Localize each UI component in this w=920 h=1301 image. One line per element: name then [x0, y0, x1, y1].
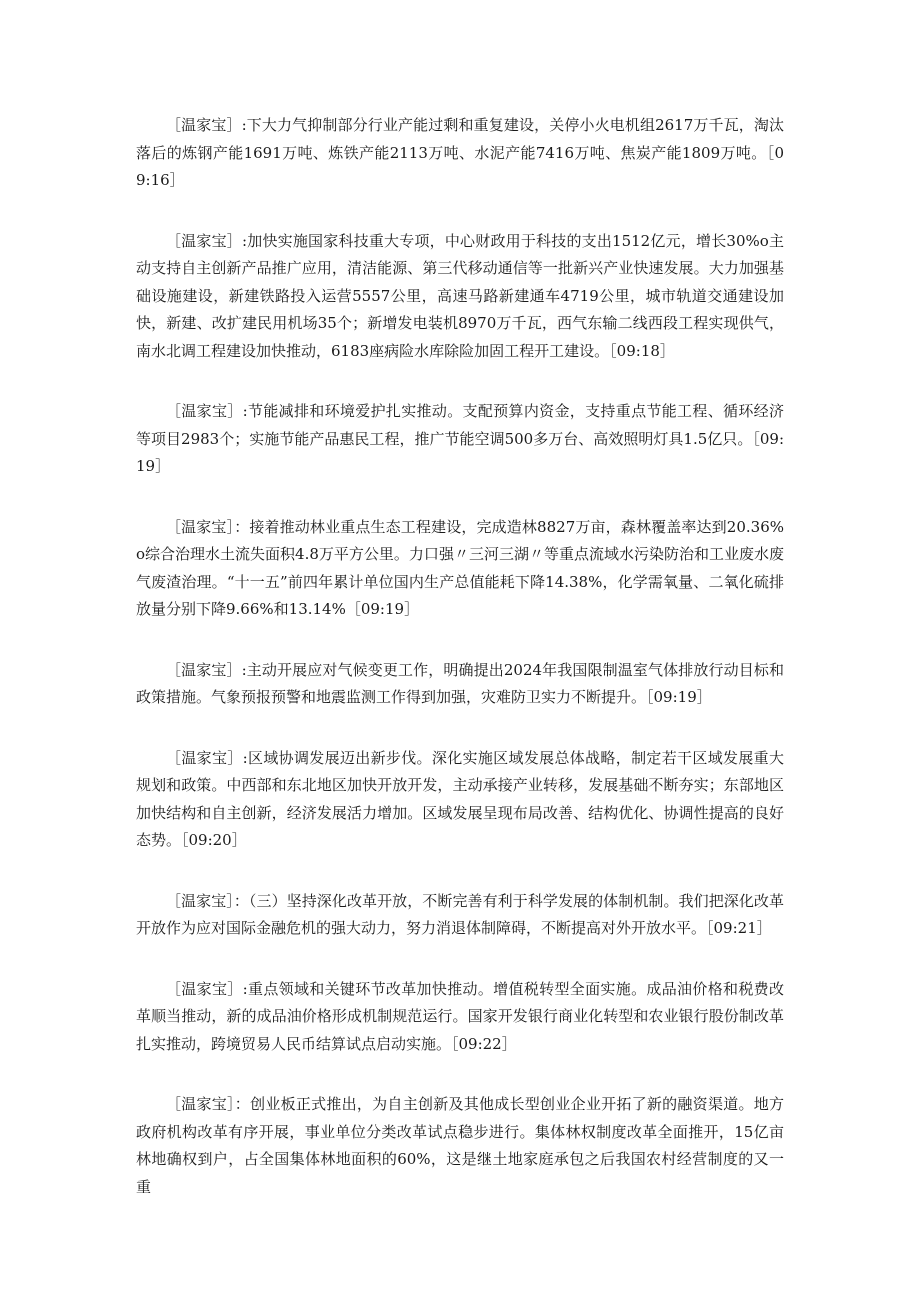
- paragraph-5: ［温家宝］:主动开展应对气候变更工作，明确提出2024年我国限制温室气体排放行动目标和政策措施。气象预报预警和地震监测工作得到加强，灾难防卫实力不断提升。［09:19］: [136, 660, 784, 706]
- paragraph-2: ［温家宝］:加快实施国家科技重大专项，中心财政用于科技的支出1512亿元，增长30%o主动支持自主创新产品推广应用，清洁能源、第三代移动通信等一批新兴产业快速发展。大力加强基础设施建设，新建铁路投入运营5557公里，高速马路新建通车4719公里，城市轨道交通建设加快，新建、改扩建民用机场35个；新增发电装机8970万千瓦，西气东输二线西段工程实现供气，南水北调工程建设加快推动，6183座病险水库除险加固工程开工建设。［09:18］: [136, 231, 784, 360]
- paragraph-4: ［温家宝］：接着推动林业重点生态工程建设，完成造林8827万亩，森林覆盖率达到20.36%o综合治理水土流失面积4.8万平方公里。力口强〃三河三湖〃等重点流域水污染防治和工业废水废气废渣治理。“十一五”前四年累计单位国内生产总值能耗下降14.38%，化学需氧量、二氧化硫排放量分别下降9.66%和13.14%［09:19］: [136, 517, 784, 618]
- paragraph-3: ［温家宝］:节能减排和环境爱护扎实推动。支配预算内资金，支持重点节能工程、循环经济等项目2983个；实施节能产品惠民工程，推广节能空调500多万台、高效照明灯具1.5亿只。［09:19］: [136, 402, 784, 475]
- paragraph-6: ［温家宝］:区域协调发展迈出新步伐。深化实施区域发展总体战略，制定若干区域发展重大规划和政策。中西部和东北地区加快开放开发，主动承接产业转移，发展基础不断夯实；东部地区加快结构和自主创新，经济发展活力增加。区域发展呈现布局改善、结构优化、协调性提高的良好态势。［09:20］: [136, 748, 784, 849]
- paragraph-9: ［温家宝］：创业板正式推出，为自主创新及其他成长型创业企业开拓了新的融资渠道。地方政府机构改革有序开展，事业单位分类改革试点稳步进行。集体林权制度改革全面推开，15亿亩林地确权到户，占全国集体林地面积的60%，这是继土地家庭承包之后我国农村经营制度的又一重: [136, 1095, 784, 1196]
- document-body: [136, 112, 784, 1234]
- paragraph-7: ［温家宝］：（三）坚持深化改革开放，不断完善有利于科学发展的体制机制。我们把深化改革开放作为应对国际金融危机的强大动力，努力消退体制障碍，不断提高对外开放水平。［09:21］: [136, 891, 784, 937]
- paragraph-1: ［温家宝］:下大力气抑制部分行业产能过剩和重复建设，关停小火电机组2617万千瓦，淘汰落后的炼钢产能1691万吨、炼铁产能2113万吨、水泥产能7416万吨、焦炭产能1809万吨。［09:16］: [136, 116, 784, 189]
- paragraph-8: ［温家宝］:重点领域和关键环节改革加快推动。增值税转型全面实施。成品油价格和税费改革顺当推动，新的成品油价格形成机制规范运行。国家开发银行商业化转型和农业银行股份制改革扎实推动，跨境贸易人民币结算试点启动实施。［09:22］: [136, 979, 784, 1053]
